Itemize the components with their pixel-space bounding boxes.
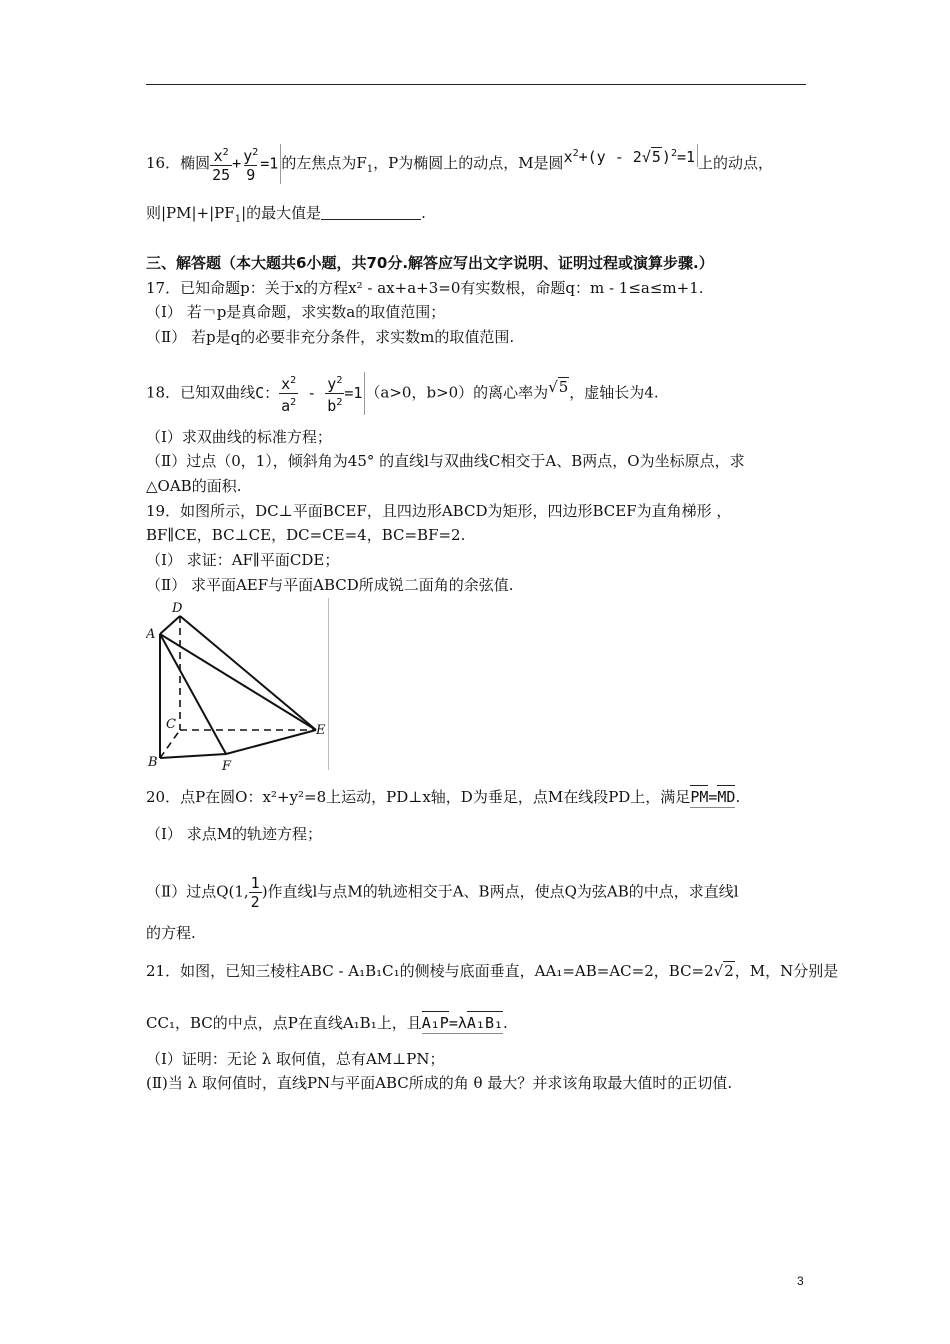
label-B: B bbox=[148, 755, 158, 770]
circle-equation: $x^2+(y - 2√5)^2=1$ bbox=[564, 144, 698, 167]
q21-line1: 21．如图，已知三棱柱ABC - A₁B₁C₁的侧棱与底面垂直，AA₁=AB=AC=2，BC=2√2，M，N分别是 bbox=[146, 962, 839, 980]
q19-line2: BF∥CE，BC⊥CE，DC=CE=4，BC=BF=2. bbox=[146, 526, 466, 544]
q21-part2: (Ⅱ)当 λ 取何值时，直线PN与平面ABC所成的角 θ 最大？并求该角取最大值时的正切值. bbox=[146, 1074, 733, 1092]
vector-equation-2: A₁P=λA₁B₁ bbox=[421, 1014, 504, 1032]
q17-part1: （Ⅰ） 若￢p是真命题，求实数a的取值范围； bbox=[146, 303, 446, 321]
q20-part2: （Ⅱ）过点Q(1, $\frac{1}{2}$ )作直线l与点M的轨迹相交于A、B两点，使点Q为弦AB的中点，求直线l bbox=[146, 874, 739, 911]
label-C: C bbox=[166, 717, 176, 732]
hyperbola-equation: C： $\frac{x^2}{a^2}$ - $\frac{y^2}{b^2}$ =1 bbox=[255, 372, 365, 415]
q21-line2: CC₁，BC的中点，点P在直线A₁B₁上，且A₁P=λA₁B₁. bbox=[146, 1014, 508, 1032]
q17-part2: （Ⅱ） 若p是q的必要非充分条件，求实数m的取值范围. bbox=[146, 328, 515, 346]
label-D: D bbox=[172, 601, 183, 616]
ellipse-equation: $\frac{x^2}{25}$ + $\frac{y^2}{9}$ =1 bbox=[210, 144, 281, 184]
geometry-figure bbox=[146, 598, 329, 770]
solid-diagram bbox=[146, 598, 328, 770]
label-E: E bbox=[316, 723, 326, 738]
q18-part2: （Ⅱ）过点（0，1），倾斜角为45° 的直线l与双曲线C相交于A、B两点，O为坐标原点，求 bbox=[146, 452, 745, 470]
q18-line1: 18．已知双曲线C： $\frac{x^2}{a^2}$ - $\frac{y^2}{b^2}$ =1 （a>0，b>0）的离心率为√5，虚轴长为4. bbox=[146, 372, 659, 415]
q16-line1: 16．椭圆 $\frac{x^2}{25}$ + $\frac{y^2}{9}$ =1 的左焦点为$F_1$，P为椭圆上的动点，M是圆$x^2+(y - 2√5)^2=1$ 上的动点， bbox=[146, 144, 773, 184]
q17-line1: 17．已知命题p：关于x的方程x² - ax+a+3=0有实数根，命题q：m - 1≤a≤m+1. bbox=[146, 279, 704, 297]
q18-part1: （Ⅰ）求双曲线的标准方程； bbox=[146, 428, 332, 446]
label-A: A bbox=[146, 627, 156, 642]
q16-line2: 则$|PM|+|PF_1|$的最大值是 . bbox=[146, 204, 426, 225]
q20-part2-cont: 的方程. bbox=[146, 924, 196, 942]
q19-line1: 19．如图所示，DC⊥平面BCEF，且四边形ABCD为矩形，四边形BCEF为直角梯形 ， bbox=[146, 502, 732, 520]
label-F: F bbox=[222, 759, 232, 770]
q19-part2: （Ⅱ） 求平面AEF与平面ABCD所成锐二面角的余弦值. bbox=[146, 576, 514, 594]
q20-part1: （Ⅰ） 求点M的轨迹方程； bbox=[146, 825, 323, 843]
page-number: 3 bbox=[797, 1274, 804, 1288]
section-heading: 三、解答题（本大题共6小题，共70分.解答应写出文字说明、证明过程或演算步骤.） bbox=[146, 254, 714, 272]
q19-part1: （Ⅰ） 求证：AF∥平面CDE； bbox=[146, 551, 340, 569]
answer-blank[interactable] bbox=[321, 205, 421, 220]
vector-equation: PM=MD bbox=[690, 788, 736, 806]
q16-prefix: 16．椭圆 bbox=[146, 154, 211, 172]
q18-part2-cont: △OAB的面积. bbox=[146, 477, 242, 495]
fraction-half: $\frac{1}{2}$ bbox=[250, 874, 260, 911]
q20-line1: 20．点P在圆O：x²+y²=8上运动，PD⊥x轴，D为垂足，点M在线段PD上，满足PM=MD. bbox=[146, 788, 741, 806]
q21-part1: （Ⅰ）证明：无论 λ 取何值，总有AM⊥PN； bbox=[146, 1050, 445, 1068]
header-rule bbox=[146, 84, 806, 85]
